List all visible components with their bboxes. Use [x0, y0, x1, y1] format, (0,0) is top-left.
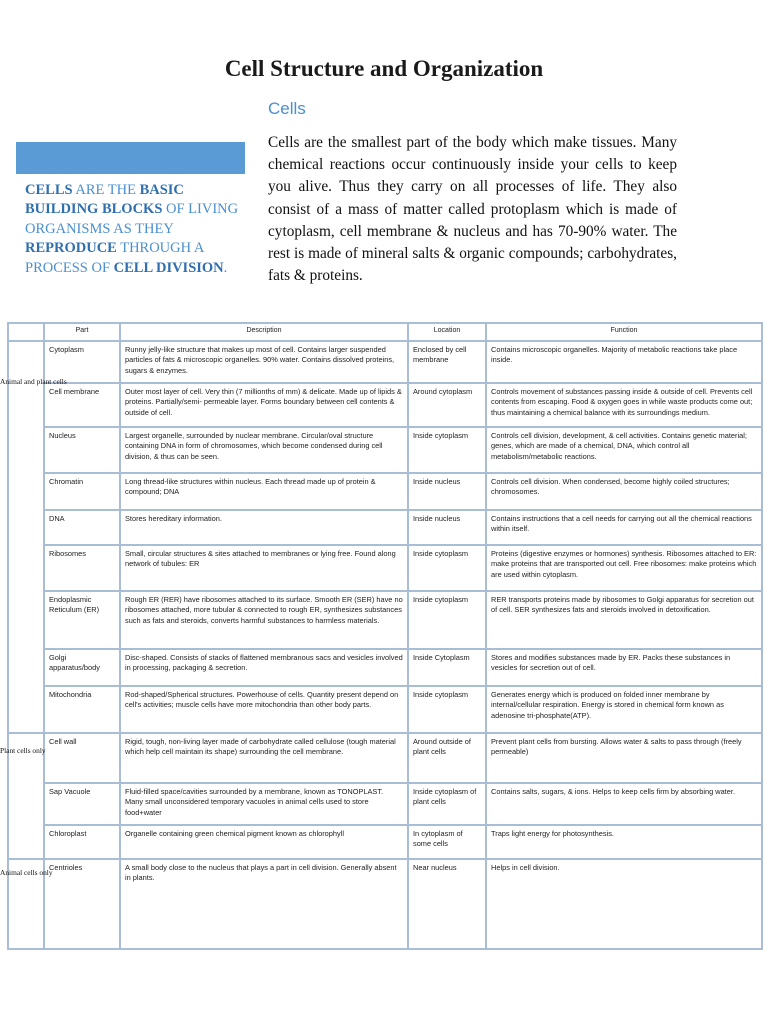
- cell-part: Endoplasmic Reticulum (ER): [44, 591, 120, 649]
- cell-description: Rod-shaped/Spherical structures. Powerhouse of cells. Quantity present depend on cell's activities; muscle cells have more mitochondria than other body parts.: [120, 686, 408, 733]
- cell-function: Stores and modifies substances made by ER. Packs these substances in vesicles for secretion out of cell.: [486, 649, 762, 686]
- cell-part: Cell membrane: [44, 383, 120, 427]
- cell-description: Runny jelly-like structure that makes up most of cell. Contains larger suspended particles of fats & microscopic organelles. 90% water. Contains dissolved proteins, sugars & enzymes.: [120, 341, 408, 383]
- table-row: [8, 825, 762, 859]
- cell-location: Inside cytoplasm: [408, 591, 486, 649]
- table-row: [8, 383, 762, 427]
- header-cell-location: Location: [408, 323, 486, 341]
- cell-part: Chloroplast: [44, 825, 120, 859]
- page-title: Cell Structure and Organization: [224, 56, 544, 81]
- cell-description: Small, circular structures & sites attached to membranes or lying free. Found along network of tubules: ER: [120, 545, 408, 591]
- cell-structure-table: [0, 322, 763, 950]
- cell-function: RER transports proteins made by ribosomes to Golgi apparatus for secretion out of cell. SER synthesizes fats and steroids involved in detoxification.: [486, 591, 762, 649]
- table-row: [8, 427, 762, 473]
- intro-paragraph: Cells are the smallest part of the body which make tissues. Many chemical reactions occur continuously inside your cells to keep you alive. Thus they carry on all processes of life. They also consist of a mass of matter called protoplasm which is made of cytoplasm, cell membrane & nucleus and has 70-90% water. The rest is made of mineral salts & organic compounds; carbohydrates, fats & proteins.: [268, 134, 677, 285]
- cell-part: Cytoplasm: [44, 341, 120, 383]
- cell-function: Contains salts, sugars, & ions. Helps to keep cells firm by absorbing water.: [486, 783, 762, 825]
- cell-part: Mitochondria: [44, 686, 120, 733]
- table-row: [8, 649, 762, 686]
- table-row: [8, 341, 762, 383]
- cell-location: Around cytoplasm: [408, 383, 486, 427]
- table-row: [8, 545, 762, 591]
- cell-location: Inside Cytoplasm: [408, 649, 486, 686]
- sidebar-quote-run: CELLS: [25, 182, 73, 198]
- sidebar-quote-run: ARE THE: [72, 182, 140, 198]
- cell-function: Traps light energy for photosynthesis.: [486, 825, 762, 859]
- table-row: [8, 783, 762, 825]
- cell-location: Inside nucleus: [408, 510, 486, 545]
- header-cell-description: Description: [120, 323, 408, 341]
- cell-function: Controls cell division, development, & cell activities. Contains genetic material; genes, which are made of a chemical, DNA, which control all metabolism/metabolic reactions.: [486, 427, 762, 473]
- cell-function: Contains instructions that a cell needs for carrying out all the chemical reactions within itself.: [486, 510, 762, 545]
- cell-description: Stores hereditary information.: [120, 510, 408, 545]
- table-row: [8, 859, 762, 949]
- cell-location: Inside nucleus: [408, 473, 486, 510]
- sidebar-quote-run: THROUGH A PROCESS OF: [25, 240, 204, 276]
- cell-location: In cytoplasm of some cells: [408, 825, 486, 859]
- cell-function: Controls movement of substances passing inside & outside of cell. Prevents cell contents from escaping. Food & oxygen goes in while waste products come out; thus maintaining a chemical balance with its surroundings medium.: [486, 383, 762, 427]
- table-row: [8, 733, 762, 783]
- cell-description: Outer most layer of cell. Very thin (7 millionths of mm) & delicate. Made up of lipids & proteins. Partially/semi- permeable layer. Forms boundary between cell contents & outside of cell.: [120, 383, 408, 427]
- table-row: [8, 510, 762, 545]
- section-heading: Cells: [268, 99, 306, 118]
- header-cell-group: [8, 323, 44, 341]
- header-cell-part: Part: [44, 323, 120, 341]
- cell-location: Near nucleus: [408, 859, 486, 949]
- sidebar-accent-bar: [16, 142, 245, 174]
- cell-function: Generates energy which is produced on folded inner membrane by internal/cellular respiration. Energy is stored in chemical form known as adenosine tri-phosphate(ATP).: [486, 686, 762, 733]
- sidebar-pull-quote: [25, 181, 250, 278]
- table-body: [0, 341, 762, 949]
- cell-part: Cell wall: [44, 733, 120, 783]
- group-cell: [0, 733, 46, 859]
- cell-structure-table-container: [0, 322, 761, 950]
- sidebar-quote-run: BASIC BUILDING BLOCKS: [25, 182, 184, 218]
- sidebar-quote-run: .: [223, 259, 228, 276]
- cell-part: Ribosomes: [44, 545, 120, 591]
- cell-part: Nucleus: [44, 427, 120, 473]
- cell-description: Long thread-like structures within nucleus. Each thread made up of protein & compound; DNA: [120, 473, 408, 510]
- cell-description: Rigid, tough, non-living layer made of carbohydrate called cellulose (tough material which help cell maintain its shape) surrounding the cell membrane.: [120, 733, 408, 783]
- group-label: Animal and plant cells: [0, 377, 67, 386]
- cell-part: Golgi apparatus/body: [44, 649, 120, 686]
- sidebar-quote-run: REPRODUCE: [25, 240, 117, 257]
- table-row: [8, 473, 762, 510]
- table-row: [8, 591, 762, 649]
- cell-description: Largest organelle, surrounded by nuclear membrane. Circular/oval structure containing DNA in form of chromosomes, which become condensed during cell division, & thus can be seen.: [120, 427, 408, 473]
- cell-part: DNA: [44, 510, 120, 545]
- sidebar-quote-run: CELL DIVISION: [113, 259, 224, 276]
- group-label: Plant cells only: [0, 746, 46, 755]
- cell-location: Around outside of plant cells: [408, 733, 486, 783]
- cell-function: Helps in cell division.: [486, 859, 762, 949]
- cell-part: Centrioles: [44, 859, 120, 949]
- cell-location: Inside cytoplasm: [408, 686, 486, 733]
- cell-description: Fluid-filled space/cavities surrounded by a membrane, known as TONOPLAST. Many small unconsidered temporary vacuoles in animal cells used to store food+water: [120, 783, 408, 825]
- cell-location: Inside cytoplasm: [408, 545, 486, 591]
- cell-part: Chromatin: [44, 473, 120, 510]
- cell-description: Organelle containing green chemical pigment known as chlorophyll: [120, 825, 408, 859]
- table-row: [8, 686, 762, 733]
- cell-description: Disc-shaped. Consists of stacks of flattened membranous sacs and vesicles involved in processing, packaging & secretion.: [120, 649, 408, 686]
- cell-location: Enclosed by cell membrane: [408, 341, 486, 383]
- table-header-row: [8, 323, 762, 341]
- cell-function: Proteins (digestive enzymes or hormones) synthesis. Ribosomes attached to ER: make proteins that are transported out cell. Free ribosomes: make proteins which are used within cytoplasm.: [486, 545, 762, 591]
- cell-function: Contains microscopic organelles. Majority of metabolic reactions take place inside.: [486, 341, 762, 383]
- cell-description: A small body close to the nucleus that plays a part in cell division. Generally absent in plants.: [120, 859, 408, 949]
- cell-location: Inside cytoplasm: [408, 427, 486, 473]
- cell-location: Inside cytoplasm of plant cells: [408, 783, 486, 825]
- group-cell: [0, 859, 53, 949]
- group-label: Animal cells only: [0, 868, 53, 877]
- cell-part: Sap Vacuole: [44, 783, 120, 825]
- sidebar-quote-run: OF LIVING ORGANISMS AS THEY: [25, 201, 239, 237]
- cell-function: Prevent plant cells from bursting. Allows water & salts to pass through (freely permeable): [486, 733, 762, 783]
- cell-description: Rough ER (RER) have ribosomes attached to its surface. Smooth ER (SER) have no ribosomes attached, more tubular & connected to rough ER, synthesizes substances such as fats and steroids, converts harmful substances to harmless materials.: [120, 591, 408, 649]
- header-cell-function: Function: [486, 323, 762, 341]
- cell-function: Controls cell division. When condensed, become highly coiled structures; chromosomes.: [486, 473, 762, 510]
